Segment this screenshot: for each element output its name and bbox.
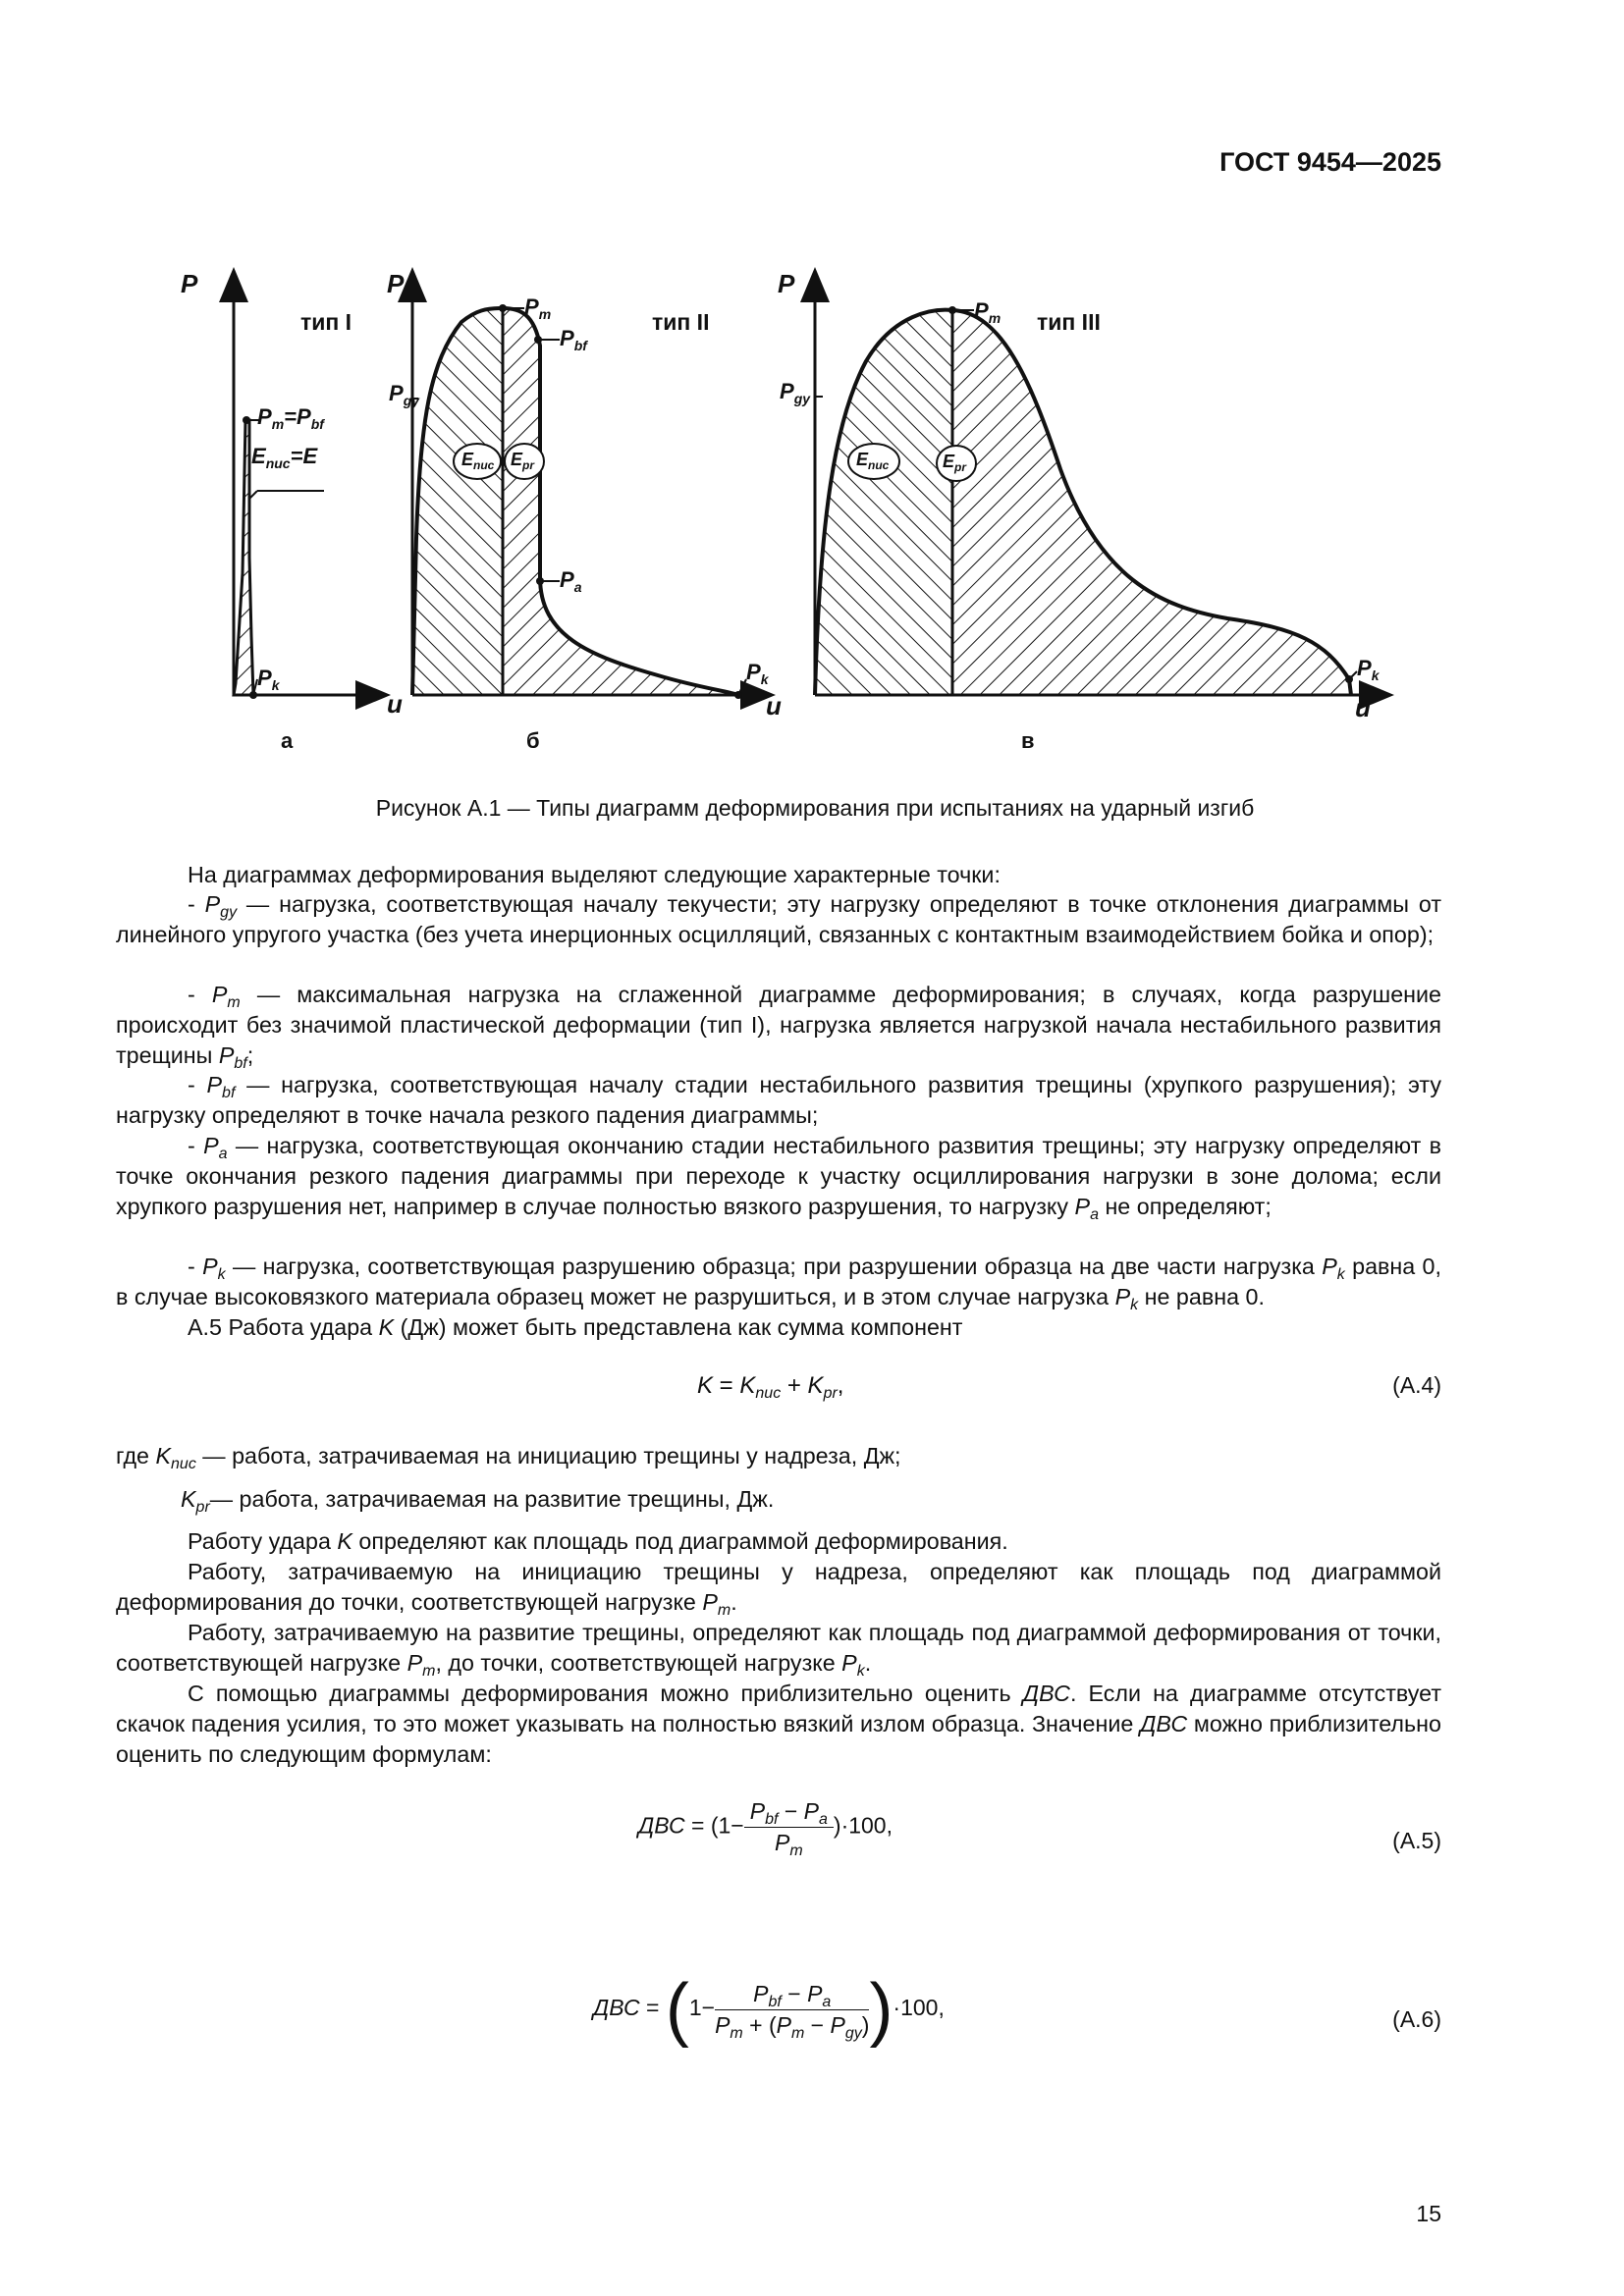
axis-u-label-a: u <box>387 689 403 719</box>
figure-caption: Рисунок А.1 — Типы диаграмм деформирования при испытаниях на ударный изгиб <box>375 795 1255 821</box>
sublabel-c: в <box>1021 728 1035 753</box>
label-epr-c: $E_{pr}$ <box>943 452 967 474</box>
deformation-diagrams-figure <box>167 263 1473 774</box>
sublabel-a: а <box>281 728 294 753</box>
item-pa: - $P_a$ — нагрузка, соответствующая окончанию стадии нестабильного развития трещины; эту нагрузку определяют в точке окончания резкого падения диаграммы при переходе к участку осциллирования нагрузки в зоне долома; если хрупкого разрушения нет, например в случае полностью вязкого разрушения, то нагрузку $P_a$ не определяют; <box>116 1133 1442 1223</box>
sublabel-b: б <box>526 728 540 753</box>
page-number: 15 <box>1416 2201 1441 2226</box>
diagram-type-3 <box>815 285 1377 695</box>
label-epr-b: $E_{pr}$ <box>511 450 535 472</box>
label-enuc-c: $E_{nuc}$ <box>856 450 890 472</box>
label-pk-c: $P_k$ <box>1357 656 1380 683</box>
type-3-label: тип III <box>1037 309 1101 335</box>
fraction-a5: $\frac{P_{bf} - P_a}{P_m}$ <box>744 1798 834 1856</box>
intro-paragraph: На диаграммах деформирования выделяют следующие характерные точки: <box>188 862 1001 887</box>
equation-a4-number: (А.4) <box>1392 1372 1441 1398</box>
paragraph-dvs: С помощью диаграммы деформирования можно приблизительно оценить ДВС. Если на диаграмме отсутствует скачок падения усилия, то это может указывать на полностью вязкий излом образца. Значение ДВС можно приблизительно оценить по следующим формулам: <box>116 1681 1441 1767</box>
curve-a <box>234 420 253 695</box>
axis-p-label-c: P <box>778 269 795 298</box>
equation-a6-number: (А.6) <box>1392 2006 1441 2032</box>
area-enuc-b <box>412 308 503 695</box>
diagram-type-1 <box>234 285 373 699</box>
label-pk-a: $P_k$ <box>257 666 280 693</box>
axis-u-label-b: u <box>766 691 782 721</box>
equation-a4: $K = K_{nuc} + K_{pr}$, <box>697 1372 844 1402</box>
type-2-label: тип II <box>652 309 710 335</box>
area-epr-c <box>952 310 1351 695</box>
axis-u-label-c: u <box>1355 693 1371 722</box>
item-pbf: - $P_{bf}$ — нагрузка, соответствующая началу стадии нестабильного развития трещины (хрупкого разрушения); эту нагрузку определяют в точке начала резкого падения диаграммы; <box>116 1072 1442 1128</box>
label-pbf-b: $P_{bf}$ <box>560 326 587 353</box>
item-pk: - $P_k$ — нагрузка, соответствующая разрушению образца; при разрушении образца на две части нагрузка $P_k$ равна 0, в случае высоковязкого материала образец может не разрушиться, и в этом случае нагрузка $P_k$ не равна 0. <box>116 1254 1441 1313</box>
label-pm-c: $P_m$ <box>974 298 1001 326</box>
equation-a5-number: (А.5) <box>1392 1828 1441 1853</box>
diagrams-svg <box>167 263 1473 774</box>
section-a5: А.5 Работа удара K (Дж) может быть представлена как сумма компонент <box>188 1314 963 1340</box>
where-kpr: $K_{pr}—$ работа, затрачиваемая на развитие трещины, Дж. <box>181 1486 775 1516</box>
type-1-label: тип I <box>300 309 352 335</box>
label-enuc-e-a: $E_{nuc}=E$ <box>251 444 318 471</box>
label-pm-a: $P_m=P_{bf}$ <box>257 404 324 432</box>
item-pm: - $P_m$ — максимальная нагрузка на сглаженной диаграмме деформирования; в случаях, когда разрушение происходит без значимой пластической деформации (тип I), нагрузка является нагрузкой начала нестабильного развития трещины $P_{bf}$; <box>116 982 1441 1072</box>
label-pgy-b: $P_{gy}$ <box>389 381 420 408</box>
item-pgy: - $P_{gy}$ — нагрузка, соответствующая началу текучести; эту нагрузку определяют в точке отклонения диаграммы от линейного упругого участка (без учета инерционных осцилляций, связанных с контактным взаимодействием бойка и опор); <box>116 891 1442 947</box>
equation-a5: ДВС = (1− $\frac{P_{bf} - P_a}{P_m}$ )·100, <box>638 1798 893 1859</box>
paragraph-initiation: Работу, затрачиваемую на инициацию трещины у надреза, определяют как площадь под диаграммой деформирования до точки, соответствующей нагрузке $P_m$. <box>116 1559 1441 1619</box>
label-enuc-b: $E_{nuc}$ <box>461 450 495 472</box>
where-knuc: где $K_{nuc}$ — работа, затрачиваемая на инициацию трещины у надреза, Дж; <box>116 1443 901 1472</box>
label-pk-b: $P_k$ <box>746 660 769 687</box>
label-pgy-c: $P_{gy}$ <box>780 379 811 406</box>
axis-p-label-a: P <box>181 269 198 298</box>
document-header: ГОСТ 9454—2025 <box>1219 147 1441 177</box>
paragraph-propagation: Работу, затрачиваемую на развитие трещины, определяют как площадь под диаграммой деформирования от точки, соответствующей нагрузке $P_m$, до точки, соответствующей нагрузке $P_k$. <box>116 1620 1441 1680</box>
equation-a6: ДВС = (1− $\frac{P_{bf} - P_a}{P_m + (P_m - P_{gy})}$ )·100, <box>593 1970 945 2049</box>
area-enuc-c <box>815 310 952 695</box>
paragraph-work: Работу удара K определяют как площадь под диаграммой деформирования. <box>188 1528 1008 1554</box>
axis-p-label-b: P <box>387 269 405 298</box>
label-pa-b: $P_a$ <box>560 567 582 595</box>
label-pm-b: $P_m$ <box>524 294 552 322</box>
fraction-a6: $\frac{P_{bf} - P_a}{P_m + (P_m - P_{gy})}$ <box>715 1980 870 2042</box>
